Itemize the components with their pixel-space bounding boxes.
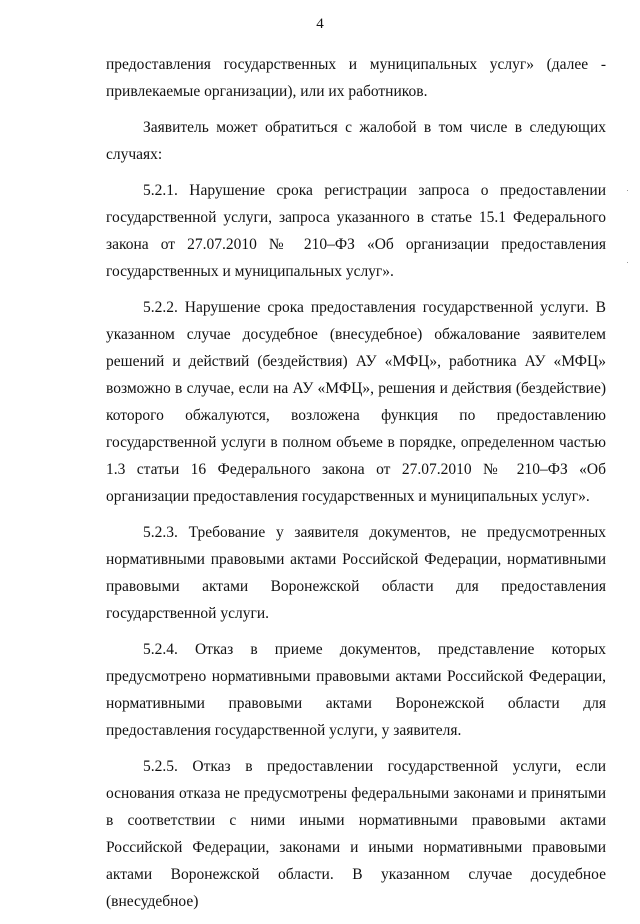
- paragraph-continuation: предоставления государственных и муниципальных услуг» (далее - привлекаемые организации), или их работников.: [106, 56, 606, 100]
- paragraph-5-2-5: 5.2.5. Отказ в предоставлении государственной услуги, если основания отказа не предусмотрены федеральными законами и принятыми в соответствии с ними иными нормативными правовыми актами Российской Федерации, законами и иными нормативными правовыми актами Воронежской области. В указанном случае досудебное (внесудебное): [106, 758, 606, 910]
- paragraph-complaint-intro: Заявитель может обратиться с жалобой в том числе в следующих случаях:: [106, 119, 606, 163]
- document-body: [106, 51, 606, 924]
- paragraph-5-2-4: 5.2.4. Отказ в приеме документов, представление которых предусмотрено нормативными правовыми актами Российской Федерации, нормативными правовыми актами Воронежской области для предоставления государственной услуги, у заявителя.: [106, 641, 606, 739]
- scan-speck: [627, 262, 628, 263]
- paragraph-5-2-2: 5.2.2. Нарушение срока предоставления государственной услуги. В указанном случае досудебное (внесудебное) обжалование заявителем решений и действий (бездействия) АУ «МФЦ», работника АУ «МФЦ» возможно в случае, если на АУ «МФЦ», решения и действия (бездействие) которого обжалуются, возложена функция по предоставлению государственной услуги в полном объеме в порядке, определенном частью 1.3 статьи 16 Федерального закона от 27.07.2010 № 210–ФЗ «Об организации предоставления государственных и муниципальных услуг».: [106, 299, 606, 505]
- page-number: 4: [316, 16, 324, 32]
- paragraph-5-2-1: 5.2.1. Нарушение срока регистрации запроса о предоставлении государственной услуги, запроса указанного в статье 15.1 Федерального закона от 27.07.2010 № 210–ФЗ «Об организации предоставления государственных и муниципальных услуг».: [106, 182, 606, 280]
- paragraph-5-2-3: 5.2.3. Требование у заявителя документов, не предусмотренных нормативными правовыми актами Российской Федерации, нормативными правовыми актами Воронежской области для предоставления государственной услуги.: [106, 524, 606, 622]
- scan-speck: [627, 190, 628, 191]
